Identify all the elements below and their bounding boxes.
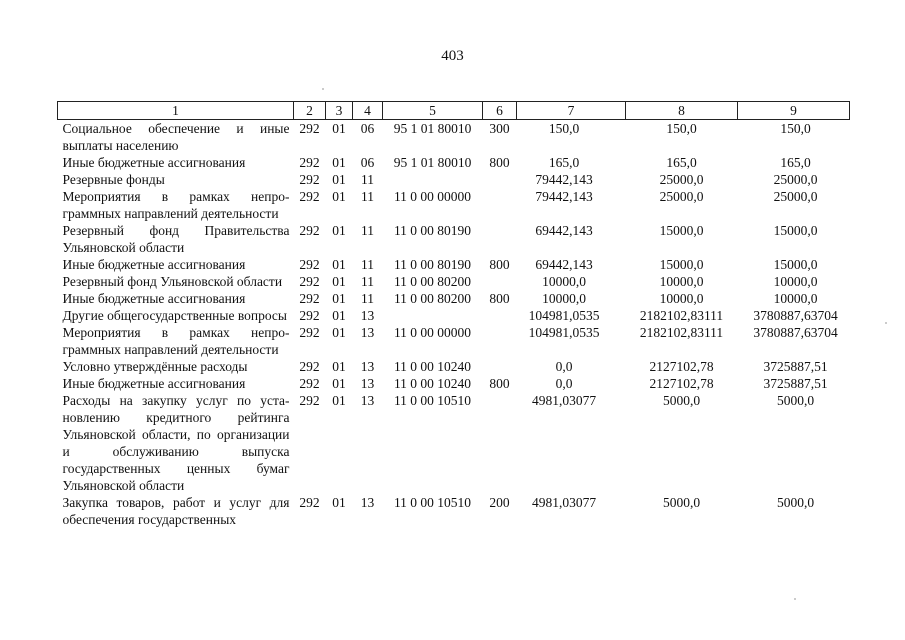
table-row [58,324,850,358]
amount-col-8: 2182102,83111 [639,308,724,323]
amount-col-7: 69442,143 [535,257,593,272]
amount-col-9: 10000,0 [773,274,818,289]
ministry-code: 292 [299,495,320,510]
subsection-code: 11 [361,291,374,306]
expense-type-code [483,324,517,358]
section-code: 01 [332,325,346,340]
amount-col-7: 104981,0535 [528,308,600,323]
ministry-code: 292 [299,257,320,272]
target-article-code [383,307,483,324]
amount-col-8: 150,0 [666,121,697,136]
target-article-code: 11 0 00 10240 [393,359,472,374]
amount-col-7: 79442,143 [535,189,593,204]
amount-col-9: 10000,0 [773,291,818,306]
subsection-code: 13 [360,495,375,510]
section-code: 01 [332,121,346,136]
item-name: Иные бюджетные ассигнования [62,291,246,306]
amount-col-8: 5000,0 [662,495,701,510]
expense-type-code [483,307,517,324]
expense-type-code: 200 [489,495,510,510]
amount-col-8: 15000,0 [659,223,704,238]
column-number: 4 [353,102,383,120]
amount-col-9: 25000,0 [773,189,818,204]
table-row [58,307,850,324]
target-article-code: 11 0 00 10510 [393,393,472,408]
expense-type-code [483,273,517,290]
amount-col-8: 15000,0 [659,257,704,272]
ministry-code: 292 [299,376,320,391]
amount-col-9: 5000,0 [776,393,815,408]
column-number: 5 [383,102,483,120]
table-body [58,120,850,529]
amount-col-9: 15000,0 [773,223,818,238]
target-article-code: 11 0 00 10510 [393,495,472,510]
table-row [58,222,850,256]
section-code: 01 [332,393,346,408]
section-code: 01 [332,155,346,170]
ministry-code: 292 [299,393,320,408]
target-article-code: 11 0 00 80190 [393,223,472,238]
item-name: Социальное обеспечение и иные выплаты населению [62,121,290,153]
amount-col-8: 25000,0 [659,172,704,187]
section-code: 01 [332,223,346,238]
ministry-code: 292 [299,223,320,238]
amount-col-7: 104981,0535 [528,325,600,340]
ministry-code: 292 [299,291,320,306]
target-article-code: 11 0 00 00000 [393,189,472,204]
section-code: 01 [332,291,346,306]
item-name: Другие общегосударственные вопросы [62,308,287,323]
expense-type-code: 800 [489,291,510,306]
column-number-row [58,102,850,120]
subsection-code: 11 [361,189,374,204]
amount-col-7: 69442,143 [535,223,593,238]
subsection-code: 11 [361,274,374,289]
subsection-code: 06 [360,155,375,170]
section-code: 01 [332,376,346,391]
expense-type-code [483,188,517,222]
table-row [58,494,850,528]
target-article-code: 11 0 00 80200 [393,291,472,306]
ministry-code: 292 [299,308,320,323]
ministry-code: 292 [299,172,320,187]
subsection-code: 11 [361,172,374,187]
target-article-code: 95 1 01 80010 [393,155,472,170]
amount-col-8: 2127102,78 [649,376,714,391]
amount-col-9: 3725887,51 [763,376,828,391]
subsection-code: 11 [361,223,374,238]
amount-col-8: 165,0 [666,155,697,170]
amount-col-8: 2182102,83111 [639,325,724,340]
expense-type-code: 800 [489,155,510,170]
expense-type-code [483,358,517,375]
column-number: 8 [626,102,738,120]
subsection-code: 13 [360,376,375,391]
section-code: 01 [332,308,346,323]
table-row [58,290,850,307]
expense-type-code [483,171,517,188]
target-article-code: 11 0 00 10240 [393,376,472,391]
expense-type-code [483,222,517,256]
table-row [58,392,850,494]
subsection-code: 11 [361,257,374,272]
table-row [58,358,850,375]
amount-col-8: 10000,0 [659,291,704,306]
column-number: 3 [326,102,353,120]
table-row [58,120,850,155]
item-name: Резервный фонд Правительства Ульяновской области [62,223,290,255]
ministry-code: 292 [299,274,320,289]
item-name: Мероприятия в рамках непрограммных направлений деятельности [62,325,290,357]
target-article-code: 11 0 00 80190 [393,257,472,272]
column-number: 2 [294,102,326,120]
table-row [58,171,850,188]
budget-table [57,101,850,528]
item-name: Резервные фонды [62,172,165,187]
amount-col-9: 150,0 [780,121,811,136]
column-number: 1 [58,102,294,120]
amount-col-8: 2127102,78 [649,359,714,374]
item-name: Иные бюджетные ассигнования [62,257,246,272]
item-name: Закупка товаров, работ и услуг для обеспечения государственных [62,495,290,527]
amount-col-7: 150,0 [548,121,580,136]
section-code: 01 [332,172,346,187]
ministry-code: 292 [299,155,320,170]
target-article-code: 95 1 01 80010 [393,121,472,136]
subsection-code: 06 [360,121,375,136]
scan-speck [885,322,887,324]
amount-col-7: 0,0 [555,359,573,374]
amount-col-9: 15000,0 [773,257,818,272]
ministry-code: 292 [299,359,320,374]
target-article-code: 11 0 00 80200 [393,274,472,289]
subsection-code: 13 [360,308,375,323]
amount-col-9: 3780887,63704 [753,308,838,323]
item-name: Иные бюджетные ассигнования [62,155,246,170]
scan-speck [322,88,324,90]
ministry-code: 292 [299,121,320,136]
expense-type-code: 300 [489,121,510,136]
item-name: Условно утверждённые расходы [62,359,248,374]
item-name: Мероприятия в рамках непрограммных направлений деятельности [62,189,290,221]
column-number: 9 [738,102,850,120]
page-number: 403 [441,48,464,64]
amount-col-9: 165,0 [780,155,811,170]
table-row [58,256,850,273]
subsection-code: 13 [360,325,375,340]
amount-col-9: 25000,0 [773,172,818,187]
target-article-code: 11 0 00 00000 [393,325,472,340]
table-row [58,375,850,392]
column-number: 7 [517,102,626,120]
ministry-code: 292 [299,189,320,204]
section-code: 01 [332,495,346,510]
amount-col-9: 3780887,63704 [753,325,838,340]
amount-col-8: 25000,0 [659,189,704,204]
amount-col-7: 165,0 [548,155,580,170]
amount-col-7: 10000,0 [542,291,586,306]
column-number: 6 [483,102,517,120]
table-row [58,154,850,171]
subsection-code: 13 [360,393,375,408]
section-code: 01 [332,274,346,289]
amount-col-8: 5000,0 [662,393,701,408]
subsection-code: 13 [360,359,375,374]
target-article-code [383,171,483,188]
ministry-code: 292 [299,325,320,340]
amount-col-9: 3725887,51 [763,359,828,374]
scan-speck [794,598,796,600]
amount-col-7: 4981,03077 [531,495,597,510]
item-name: Резервный фонд Ульяновской области [62,274,283,289]
expense-type-code: 800 [489,257,510,272]
amount-col-9: 5000,0 [776,495,815,510]
expense-type-code [483,392,517,494]
table-row [58,273,850,290]
amount-col-8: 10000,0 [659,274,704,289]
section-code: 01 [332,189,346,204]
table-row [58,188,850,222]
item-name: Иные бюджетные ассигнования [62,376,246,391]
amount-col-7: 4981,03077 [531,393,597,408]
amount-col-7: 10000,0 [542,274,586,289]
item-name: Расходы на закупку услуг по установлению кредитного рейтинга Ульяновской области, по организации и обслуживанию выпуска государственных ценных бумаг Ульяновской области [62,393,290,493]
expense-type-code: 800 [489,376,510,391]
section-code: 01 [332,359,346,374]
amount-col-7: 0,0 [555,376,573,391]
section-code: 01 [332,257,346,272]
amount-col-7: 79442,143 [535,172,593,187]
